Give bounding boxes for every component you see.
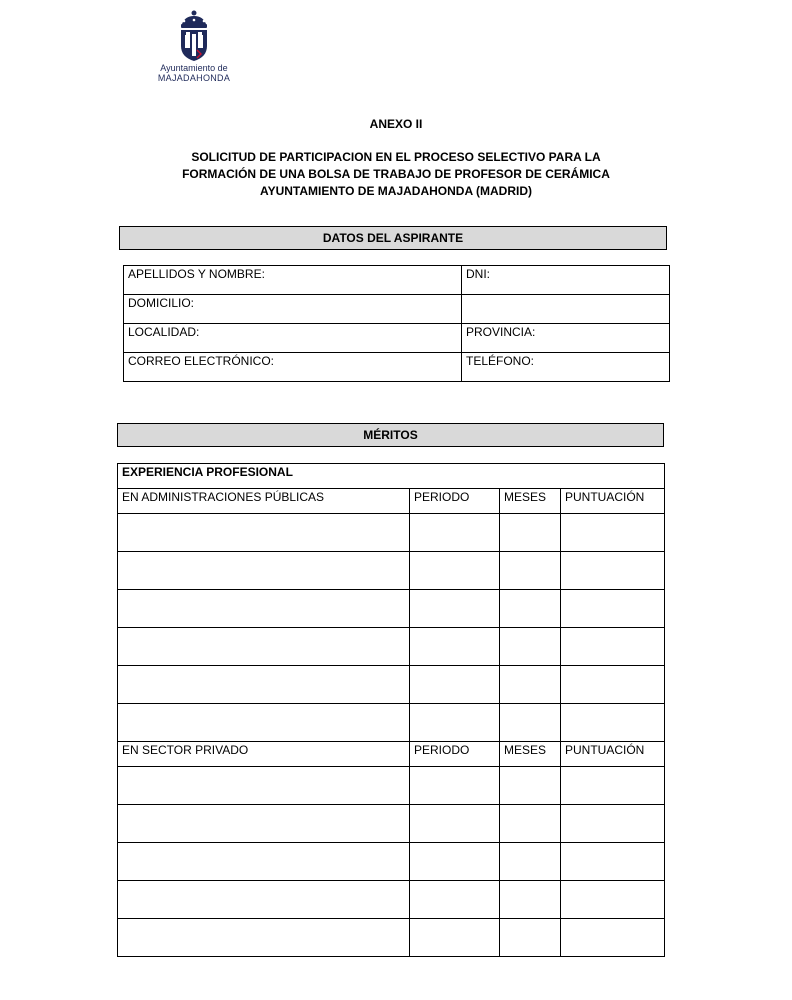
table-row <box>118 767 665 805</box>
title-line: SOLICITUD DE PARTICIPACION EN EL PROCESO SELECTIVO PARA LA <box>191 150 601 164</box>
locality-field[interactable]: LOCALIDAD: <box>124 324 462 353</box>
public-admin-label: EN ADMINISTRACIONES PÚBLICAS <box>118 489 410 514</box>
months-cell[interactable] <box>500 666 561 704</box>
score-cell[interactable] <box>561 767 665 805</box>
table-row <box>118 628 665 666</box>
score-cell[interactable] <box>561 919 665 957</box>
table-row <box>118 666 665 704</box>
score-cell[interactable] <box>561 704 665 742</box>
table-header-row <box>118 742 665 767</box>
months-cell[interactable] <box>500 843 561 881</box>
period-cell[interactable] <box>410 514 500 552</box>
period-cell[interactable] <box>410 919 500 957</box>
title-line: FORMACIÓN DE UNA BOLSA DE TRABAJO DE PROFESOR DE CERÁMICA <box>182 167 610 181</box>
table-row <box>118 805 665 843</box>
entity-cell[interactable] <box>118 843 410 881</box>
table-row <box>118 881 665 919</box>
table-row <box>118 514 665 552</box>
table-row <box>118 919 665 957</box>
months-cell[interactable] <box>500 514 561 552</box>
table-header-row <box>118 489 665 514</box>
period-header: PERIODO <box>410 742 500 767</box>
period-cell[interactable] <box>410 590 500 628</box>
applicant-data-table <box>123 265 670 382</box>
title-line: AYUNTAMIENTO DE MAJADAHONDA (MADRID) <box>260 184 532 198</box>
score-cell[interactable] <box>561 514 665 552</box>
private-sector-label: EN SECTOR PRIVADO <box>118 742 410 767</box>
entity-cell[interactable] <box>118 590 410 628</box>
page-title <box>0 149 792 200</box>
table-row <box>124 324 670 353</box>
table-row <box>124 353 670 382</box>
table-row <box>124 295 670 324</box>
months-cell[interactable] <box>500 704 561 742</box>
score-cell[interactable] <box>561 843 665 881</box>
province-field[interactable]: PROVINCIA: <box>462 324 670 353</box>
address-field[interactable]: DOMICILIO: <box>124 295 462 324</box>
months-header: MESES <box>500 489 561 514</box>
entity-cell[interactable] <box>118 805 410 843</box>
period-cell[interactable] <box>410 552 500 590</box>
score-cell[interactable] <box>561 590 665 628</box>
annex-label: ANEXO II <box>369 117 423 131</box>
score-cell[interactable] <box>561 552 665 590</box>
score-cell[interactable] <box>561 805 665 843</box>
score-cell[interactable] <box>561 628 665 666</box>
table-row <box>118 590 665 628</box>
months-cell[interactable] <box>500 805 561 843</box>
experience-title: EXPERIENCIA PROFESIONAL <box>118 464 665 489</box>
months-cell[interactable] <box>500 590 561 628</box>
months-cell[interactable] <box>500 919 561 957</box>
email-field[interactable]: CORREO ELECTRÓNICO: <box>124 353 462 382</box>
address-extra-field[interactable] <box>462 295 670 324</box>
table-row <box>118 704 665 742</box>
entity-cell[interactable] <box>118 514 410 552</box>
period-cell[interactable] <box>410 666 500 704</box>
entity-cell[interactable] <box>118 881 410 919</box>
entity-cell[interactable] <box>118 666 410 704</box>
applicant-section-heading: DATOS DEL ASPIRANTE <box>119 226 667 250</box>
table-row <box>118 464 665 489</box>
name-field[interactable]: APELLIDOS Y NOMBRE: <box>124 266 462 295</box>
period-cell[interactable] <box>410 628 500 666</box>
logo-text-line2: MAJADAHONDA <box>157 73 231 83</box>
entity-cell[interactable] <box>118 767 410 805</box>
period-cell[interactable] <box>410 843 500 881</box>
score-header: PUNTUACIÓN <box>561 742 665 767</box>
logo-text-line1: Ayuntamiento de <box>160 63 228 73</box>
period-cell[interactable] <box>410 805 500 843</box>
period-cell[interactable] <box>410 881 500 919</box>
dni-field[interactable]: DNI: <box>462 266 670 295</box>
months-cell[interactable] <box>500 552 561 590</box>
logo <box>150 10 238 94</box>
table-row <box>118 843 665 881</box>
months-cell[interactable] <box>500 881 561 919</box>
months-header: MESES <box>500 742 561 767</box>
score-cell[interactable] <box>561 666 665 704</box>
months-cell[interactable] <box>500 628 561 666</box>
phone-field[interactable]: TELÉFONO: <box>462 353 670 382</box>
entity-cell[interactable] <box>118 628 410 666</box>
merits-table <box>117 463 665 957</box>
entity-cell[interactable] <box>118 552 410 590</box>
table-row <box>124 266 670 295</box>
score-header: PUNTUACIÓN <box>561 489 665 514</box>
period-cell[interactable] <box>410 767 500 805</box>
period-cell[interactable] <box>410 704 500 742</box>
period-header: PERIODO <box>410 489 500 514</box>
months-cell[interactable] <box>500 767 561 805</box>
entity-cell[interactable] <box>118 919 410 957</box>
merits-section-heading: MÉRITOS <box>117 423 664 447</box>
crown-coat-of-arms-icon <box>177 10 211 62</box>
score-cell[interactable] <box>561 881 665 919</box>
table-row <box>118 552 665 590</box>
entity-cell[interactable] <box>118 704 410 742</box>
